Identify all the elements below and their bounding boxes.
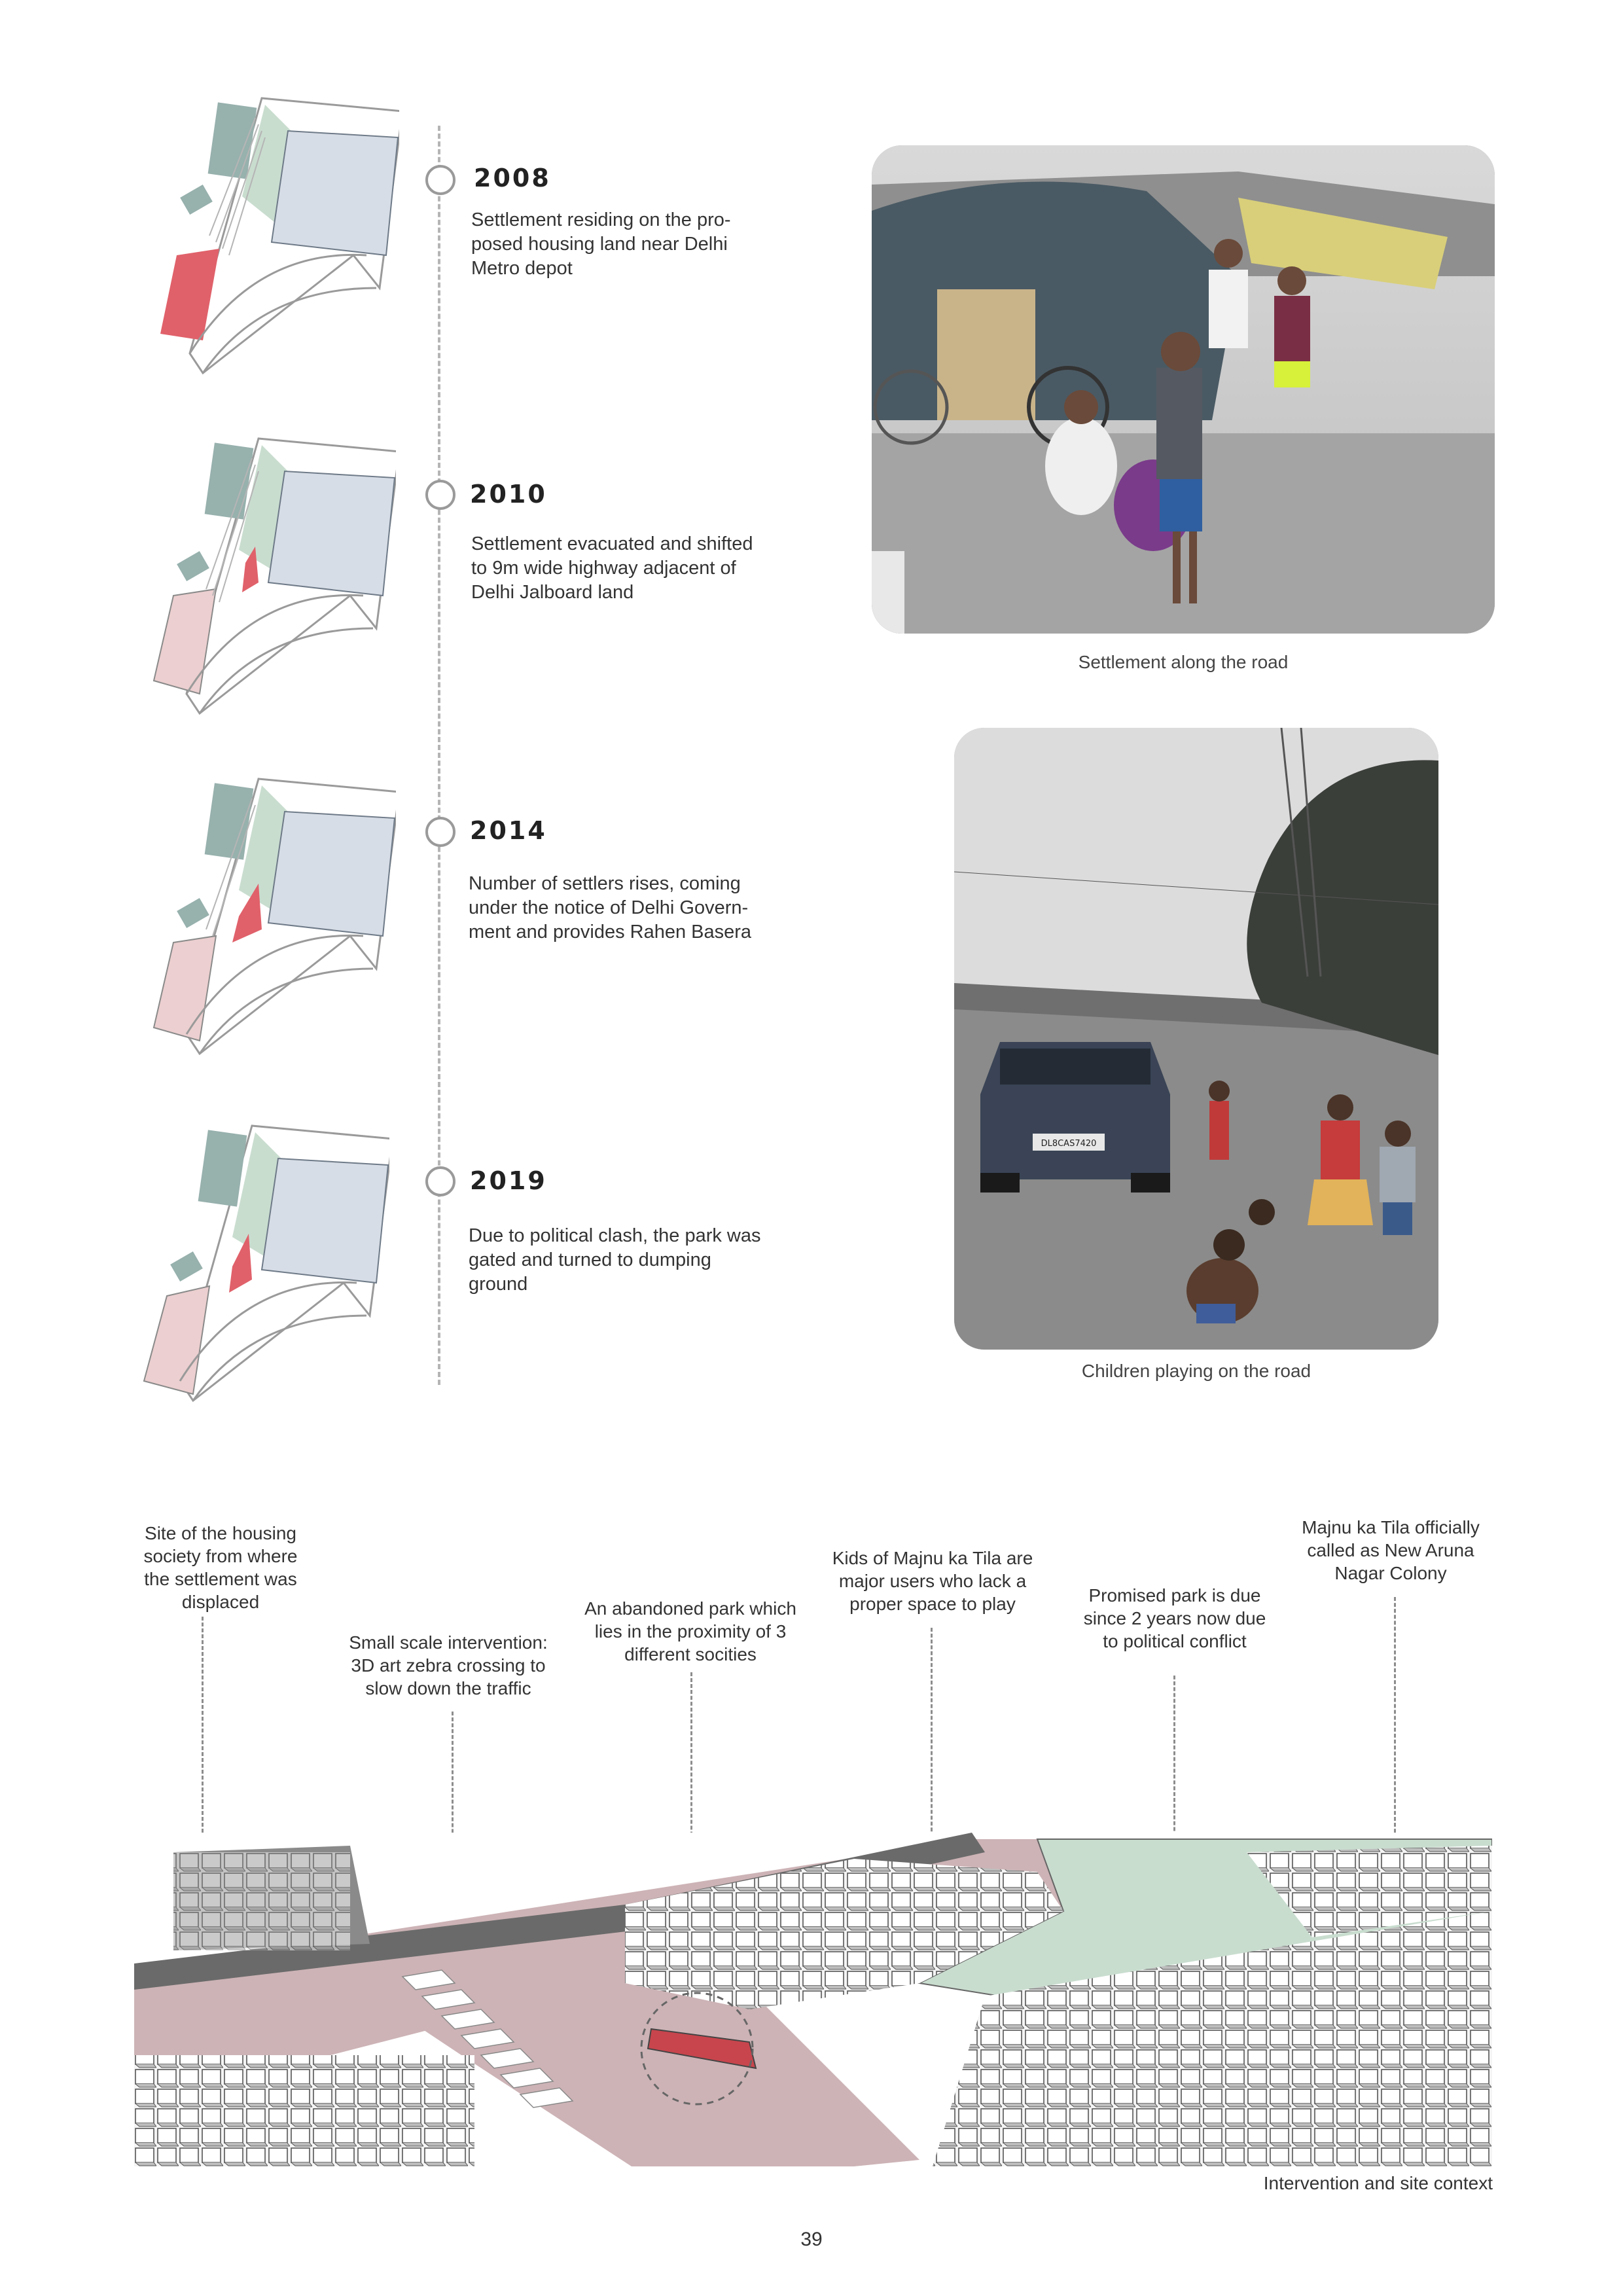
timeline-node-2019 bbox=[425, 1166, 455, 1196]
year-2019: 2019 bbox=[470, 1166, 547, 1195]
year-2008: 2008 bbox=[474, 164, 551, 192]
photo-children-playing bbox=[954, 728, 1438, 1350]
callout-housing-society-site: Site of the housing society from where the settlement was displaced bbox=[143, 1523, 298, 1612]
timeline-node-2008 bbox=[425, 165, 455, 195]
year-2014: 2014 bbox=[470, 816, 547, 845]
callout-abandoned-park: An abandoned park which lies in the proximity of 3 different socities bbox=[584, 1598, 796, 1664]
timeline-node-2010 bbox=[425, 480, 455, 510]
description-2014: Number of settlers rises, coming under the notice of Delhi Govern- ment and provides Rahen Basera bbox=[469, 873, 752, 942]
photo-caption-1: Settlement along the road bbox=[1078, 652, 1289, 672]
photo-settlement-along-road bbox=[872, 145, 1495, 634]
site-context-axonometric bbox=[134, 1833, 1492, 2166]
description-2008: Settlement residing on the pro- posed housing land near Delhi Metro depot bbox=[471, 209, 731, 279]
housing-blocks bbox=[272, 131, 398, 255]
callout-new-aruna-nagar: Majnu ka Tila officially called as New Aruna Nagar Colony bbox=[1302, 1517, 1480, 1583]
timeline-node-2014 bbox=[425, 817, 455, 847]
page-number: 39 bbox=[800, 2229, 823, 2250]
site-map-2019 bbox=[141, 1119, 389, 1407]
photo-caption-2: Children playing on the road bbox=[1081, 1361, 1311, 1381]
settlement-blocks-left bbox=[134, 2055, 474, 2166]
callout-zebra-crossing: Small scale intervention: 3D art zebra crossing to slow down the traffic bbox=[349, 1632, 548, 1698]
car-plate: DL8CAS7420 bbox=[1041, 1139, 1097, 1149]
site-map-2010 bbox=[147, 432, 396, 720]
site-map-2014 bbox=[147, 772, 396, 1060]
description-2010: Settlement evacuated and shifted to 9m wide highway adjacent of Delhi Jalboard land bbox=[471, 533, 753, 603]
car bbox=[980, 1042, 1170, 1193]
callout-promised-park: Promised park is due since 2 years now due to political conflict bbox=[1083, 1585, 1266, 1651]
site-map-2008 bbox=[151, 92, 399, 380]
description-2019: Due to political clash, the park was gated and turned to dumping ground bbox=[469, 1225, 761, 1295]
leader-line-1 bbox=[202, 1617, 204, 1833]
year-2010: 2010 bbox=[470, 480, 547, 509]
site-caption: Intervention and site context bbox=[1263, 2173, 1493, 2193]
callout-kids-majnu-ka-tila: Kids of Majnu ka Tila are major users who lack a proper space to play bbox=[832, 1548, 1033, 1614]
